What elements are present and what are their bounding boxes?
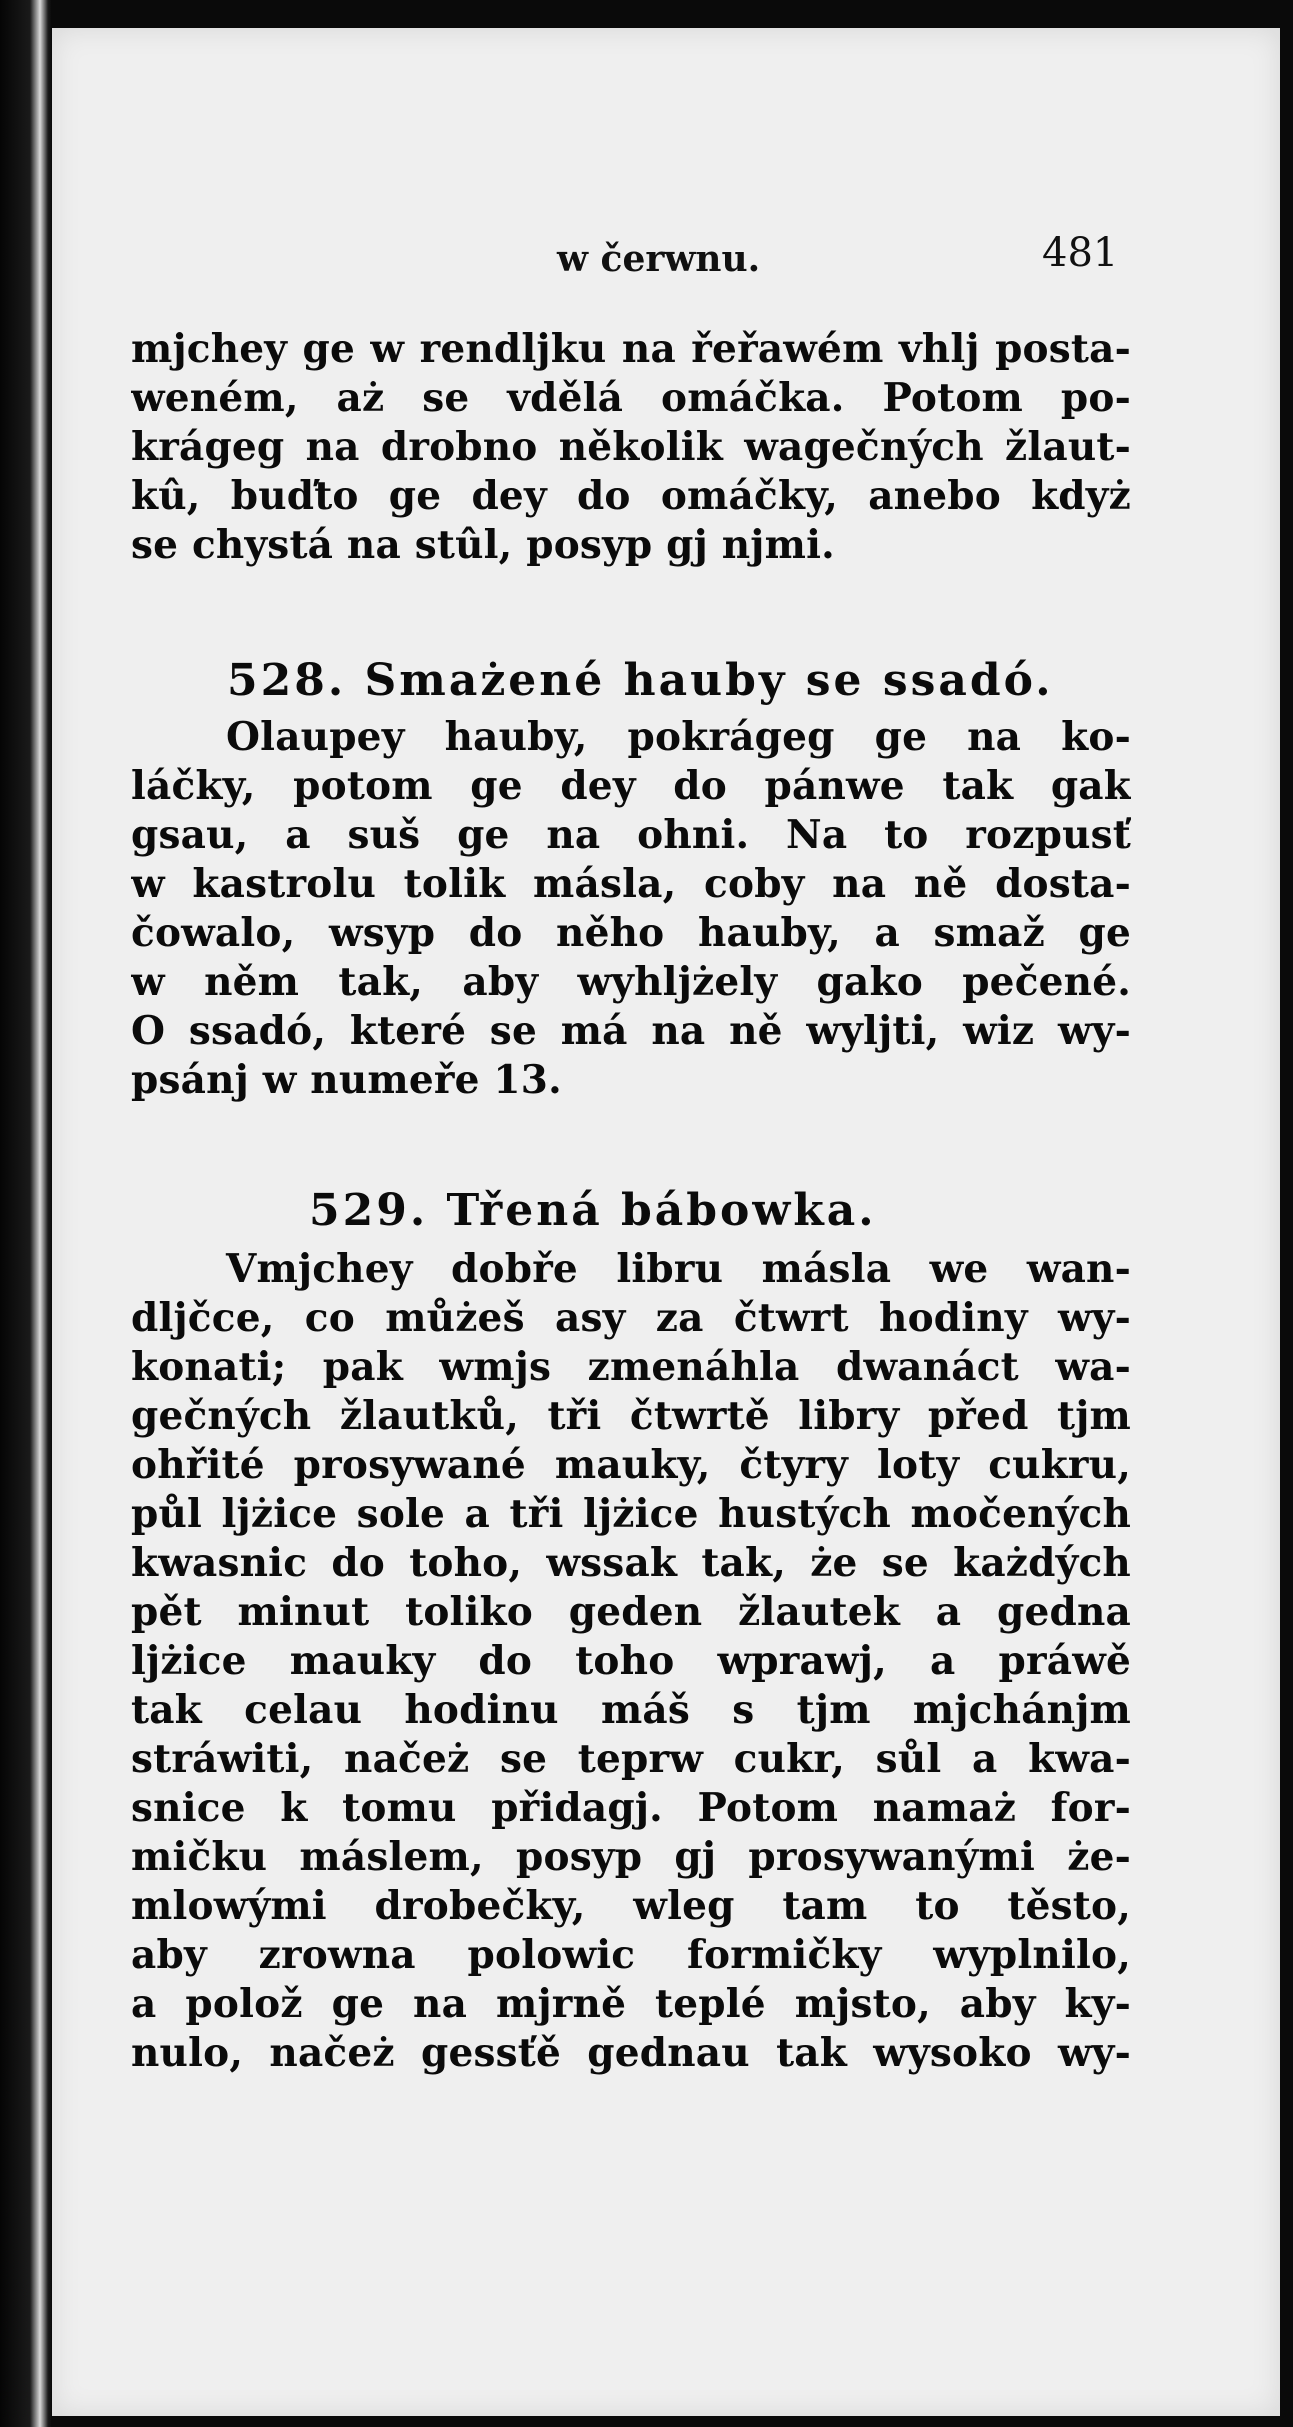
text-line: tak celau hodinu máš s tjm mjchánjm <box>131 1687 1131 1733</box>
text-line: aby zrowna polowic formičky wyplnilo, <box>131 1932 1131 1978</box>
recipe-heading-528: 528. Smażené hauby se ssadó. <box>227 655 1054 706</box>
text-line: gečných žlautků, tři čtwrtě libry před tjm <box>131 1393 1131 1439</box>
recipe-heading-529: 529. Třená bábowka. <box>309 1185 877 1236</box>
text-line: ljżice mauky do toho wprawj, a práwě <box>131 1638 1131 1684</box>
text-line: nulo, načeż gessťě gednau tak wysoko wy- <box>131 2030 1131 2076</box>
text-line: w kastrolu tolik másla, coby na ně dosta- <box>131 861 1131 907</box>
text-line: konati; pak wmjs zmenáhla dwanáct wa- <box>131 1344 1131 1390</box>
text-line: snice k tomu přidagj. Potom namaż for- <box>131 1785 1131 1831</box>
text-line: Vmjchey dobře libru másla we wan- <box>226 1246 1131 1292</box>
text-line: pět minut toliko geden žlautek a gedna <box>131 1589 1131 1635</box>
text-line: krágeg na drobno několik wagečných žlaut- <box>131 424 1131 470</box>
text-line: kû, buďto ge dey do omáčky, anebo kdyż <box>131 473 1131 519</box>
text-line: O ssadó, které se má na ně wyljti, wiz wy- <box>131 1008 1131 1054</box>
running-head: w čerwnu. <box>557 238 761 280</box>
text-line: stráwiti, načeż se teprw cukr, sůl a kwa- <box>131 1736 1131 1782</box>
text-line: půl ljżice sole a tři ljżice hustých močených <box>131 1491 1131 1537</box>
text-line: kwasnic do toho, wssak tak, że se każdých <box>131 1540 1131 1586</box>
recipe-text-529 <box>131 1245 1131 2078</box>
text-line: mičku máslem, posyp gj prosywanými że- <box>131 1834 1131 1880</box>
text-line: weném, aż se vdělá omáčka. Potom po- <box>131 375 1131 421</box>
paragraph-continuation <box>131 325 1131 570</box>
text-line: a polož ge na mjrně teplé mjsto, aby ky- <box>131 1981 1131 2027</box>
recipe-text-528 <box>131 713 1131 1105</box>
text-line: mjchey ge w rendljku na řeřawém vhlj posta- <box>131 326 1131 372</box>
text-line: mlowými drobečky, wleg tam to těsto, <box>131 1883 1131 1929</box>
text-line: čowalo, wsyp do něho hauby, a smaž ge <box>131 910 1131 956</box>
text-line: ohřité prosywané mauky, čtyry loty cukru, <box>131 1442 1131 1488</box>
text-line: dljčce, co můżeš asy za čtwrt hodiny wy- <box>131 1295 1131 1341</box>
text-line: w něm tak, aby wyhljżely gako pečené. <box>131 959 1131 1005</box>
text-line: Olaupey hauby, pokrágeg ge na ko- <box>226 714 1131 760</box>
book-page <box>52 28 1280 2416</box>
page-number: 481 <box>1042 230 1119 276</box>
text-line: gsau, a suš ge na ohni. Na to rozpusť <box>131 812 1131 858</box>
text-line: láčky, potom ge dey do pánwe tak gak <box>131 763 1131 809</box>
text-line: se chystá na stûl, posyp gj njmi. <box>131 522 835 568</box>
page-header <box>52 230 1280 290</box>
text-line: psánj w numeře 13. <box>131 1057 562 1103</box>
book-gutter <box>0 0 52 2427</box>
